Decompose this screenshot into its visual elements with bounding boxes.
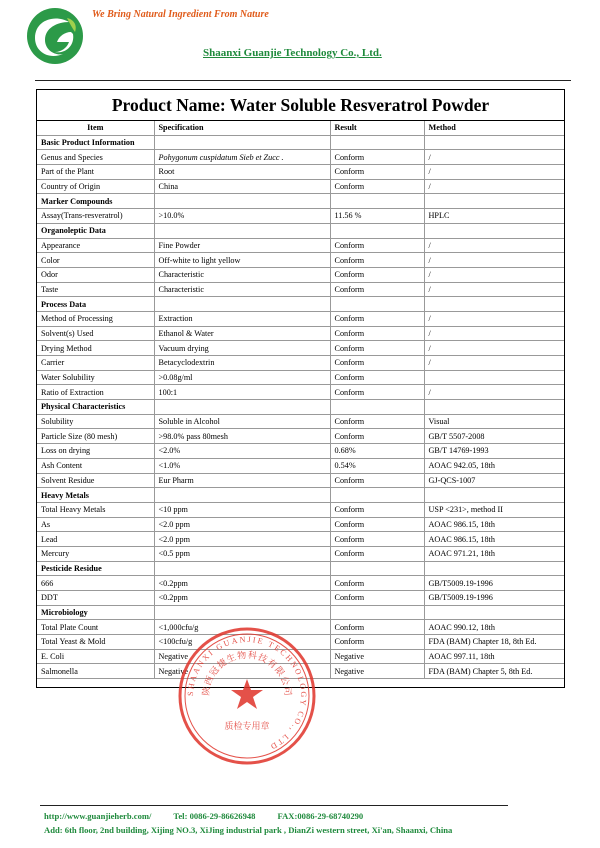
table-row <box>37 473 564 488</box>
specification-cell: Extraction <box>154 311 330 326</box>
section-header-row <box>37 400 564 415</box>
item-cell: Country of Origin <box>37 179 154 194</box>
item-cell: Total Yeast & Mold <box>37 635 154 650</box>
method-cell: / <box>424 311 564 326</box>
result-cell: Conform <box>330 179 424 194</box>
method-cell: USP <231>, method II <box>424 502 564 517</box>
section-title: Marker Compounds <box>37 194 154 209</box>
footer-divider <box>40 805 508 806</box>
footer-fax: FAX:0086-29-68740290 <box>277 811 364 821</box>
specification-cell: >0.08g/ml <box>154 370 330 385</box>
table-row <box>37 385 564 400</box>
item-cell: Loss on drying <box>37 444 154 459</box>
specification-cell: Characteristic <box>154 282 330 297</box>
method-cell: AOAC 942.05, 18th <box>424 458 564 473</box>
empty-cell <box>154 561 330 576</box>
item-cell: Total Plate Count <box>37 620 154 635</box>
empty-cell <box>330 400 424 415</box>
result-cell: Conform <box>330 341 424 356</box>
item-cell: Salmonella <box>37 664 154 679</box>
method-cell: Visual <box>424 414 564 429</box>
result-cell: Conform <box>330 502 424 517</box>
column-header-item: Item <box>37 121 154 135</box>
result-cell: Conform <box>330 532 424 547</box>
empty-cell <box>330 605 424 620</box>
header-divider <box>35 80 571 81</box>
quality-inspection-stamp <box>176 625 318 767</box>
specification-cell: <1.0% <box>154 458 330 473</box>
specification-cell: <1,000cfu/g <box>154 620 330 635</box>
empty-cell <box>154 194 330 209</box>
table-row <box>37 209 564 224</box>
method-cell: GJ-QCS-1007 <box>424 473 564 488</box>
section-title: Basic Product Information <box>37 135 154 150</box>
method-cell: AOAC 997.11, 18th <box>424 649 564 664</box>
specification-cell: >10.0% <box>154 209 330 224</box>
specification-cell: Characteristic <box>154 267 330 282</box>
empty-cell <box>154 400 330 415</box>
specification-cell: <100cfu/g <box>154 635 330 650</box>
empty-cell <box>424 194 564 209</box>
result-cell: Conform <box>330 620 424 635</box>
table-row <box>37 341 564 356</box>
specification-cell: Fine Powder <box>154 238 330 253</box>
specification-cell: Ethanol & Water <box>154 326 330 341</box>
method-cell: / <box>424 179 564 194</box>
specification-cell: Soluble in Alcohol <box>154 414 330 429</box>
section-header-row <box>37 135 564 150</box>
item-cell: Genus and Species <box>37 150 154 165</box>
specification-cell: Eur Pharm <box>154 473 330 488</box>
specification-cell: Pohygonum cuspidatum Sieb et Zucc . <box>154 150 330 165</box>
empty-cell <box>424 488 564 503</box>
method-cell: AOAC 971.21, 18th <box>424 546 564 561</box>
method-cell: / <box>424 150 564 165</box>
item-cell: E. Coli <box>37 649 154 664</box>
section-title: Pesticide Residue <box>37 561 154 576</box>
item-cell: Mercury <box>37 546 154 561</box>
result-cell: Conform <box>330 311 424 326</box>
method-cell: / <box>424 253 564 268</box>
stamp-ring-text: SHAANXI GUANJIE TECHNOLOGY CO., LTD <box>185 634 309 752</box>
item-cell: Solvent Residue <box>37 473 154 488</box>
item-cell: Part of the Plant <box>37 165 154 180</box>
result-cell: Conform <box>330 165 424 180</box>
empty-cell <box>424 297 564 312</box>
specification-cell: Betacyclodextrin <box>154 356 330 371</box>
empty-cell <box>424 223 564 238</box>
table-row <box>37 370 564 385</box>
empty-cell <box>154 223 330 238</box>
section-header-row <box>37 605 564 620</box>
result-cell: Conform <box>330 150 424 165</box>
result-cell: Conform <box>330 591 424 606</box>
specification-cell: Off-white to light yellow <box>154 253 330 268</box>
method-cell: HPLC <box>424 209 564 224</box>
item-cell: Method of Processing <box>37 311 154 326</box>
table-row <box>37 282 564 297</box>
specification-cell: <0.2ppm <box>154 576 330 591</box>
table-row <box>37 429 564 444</box>
section-header-row <box>37 223 564 238</box>
empty-cell <box>154 605 330 620</box>
method-cell: GB/T 14769-1993 <box>424 444 564 459</box>
item-cell: Odor <box>37 267 154 282</box>
result-cell: Conform <box>330 370 424 385</box>
section-title: Heavy Metals <box>37 488 154 503</box>
result-cell: Conform <box>330 385 424 400</box>
method-cell: / <box>424 282 564 297</box>
item-cell: Assay(Trans-resveratrol) <box>37 209 154 224</box>
specification-cell: Negative <box>154 664 330 679</box>
method-cell: / <box>424 238 564 253</box>
item-cell: Ratio of Extraction <box>37 385 154 400</box>
table-row <box>37 267 564 282</box>
method-cell: FDA (BAM) Chapter 18, 8th Ed. <box>424 635 564 650</box>
method-cell: FDA (BAM) Chapter 5, 8th Ed. <box>424 664 564 679</box>
table-row <box>37 546 564 561</box>
item-cell: Carrier <box>37 356 154 371</box>
result-cell: Conform <box>330 473 424 488</box>
specification-cell: <10 ppm <box>154 502 330 517</box>
method-cell <box>424 370 564 385</box>
table-row <box>37 326 564 341</box>
empty-cell <box>424 400 564 415</box>
specification-cell: <0.5 ppm <box>154 546 330 561</box>
empty-cell <box>424 561 564 576</box>
result-cell: Conform <box>330 546 424 561</box>
result-cell: Conform <box>330 238 424 253</box>
empty-cell <box>154 135 330 150</box>
company-logo <box>25 6 85 66</box>
method-cell: AOAC 986.15, 18th <box>424 532 564 547</box>
specification-cell: <2.0 ppm <box>154 532 330 547</box>
result-cell: Conform <box>330 635 424 650</box>
method-cell: / <box>424 341 564 356</box>
result-cell: Conform <box>330 414 424 429</box>
method-cell: GB/T5009.19-1996 <box>424 591 564 606</box>
table-row <box>37 414 564 429</box>
specification-cell: Root <box>154 165 330 180</box>
item-cell: Total Heavy Metals <box>37 502 154 517</box>
item-cell: DDT <box>37 591 154 606</box>
table-row <box>37 179 564 194</box>
specification-table <box>37 121 564 679</box>
table-row <box>37 253 564 268</box>
result-cell: Conform <box>330 517 424 532</box>
specification-cell: 100:1 <box>154 385 330 400</box>
column-header-result: Result <box>330 121 424 135</box>
result-cell: Conform <box>330 326 424 341</box>
method-cell: GB/T 5507-2008 <box>424 429 564 444</box>
item-cell: Color <box>37 253 154 268</box>
stamp-bottom-text: 质检专用章 <box>224 722 270 732</box>
empty-cell <box>154 297 330 312</box>
method-cell: / <box>424 165 564 180</box>
company-slogan: We Bring Natural Ingredient From Nature <box>92 9 269 20</box>
column-header-specification: Specification <box>154 121 330 135</box>
table-row <box>37 238 564 253</box>
footer-website-link[interactable]: http://www.guanjieherb.com/ <box>44 811 152 821</box>
stamp-star-icon <box>231 679 263 709</box>
method-cell: / <box>424 267 564 282</box>
stamp-inner-text: 陕西冠捷生物科技有限公司 <box>201 650 293 698</box>
item-cell: Ash Content <box>37 458 154 473</box>
result-cell: 0.54% <box>330 458 424 473</box>
result-cell: Conform <box>330 267 424 282</box>
table-row <box>37 517 564 532</box>
table-row <box>37 576 564 591</box>
empty-cell <box>330 297 424 312</box>
specification-cell: <0.2ppm <box>154 591 330 606</box>
section-header-row <box>37 561 564 576</box>
item-cell: 666 <box>37 576 154 591</box>
table-row <box>37 356 564 371</box>
table-row <box>37 311 564 326</box>
result-cell: Negative <box>330 664 424 679</box>
specification-cell: China <box>154 179 330 194</box>
item-cell: Solubility <box>37 414 154 429</box>
table-row <box>37 150 564 165</box>
item-cell: Particle Size (80 mesh) <box>37 429 154 444</box>
item-cell: Drying Method <box>37 341 154 356</box>
result-cell: Conform <box>330 253 424 268</box>
footer-address: Add: 6th floor, 2nd building, Xijing NO.3, XiJing industrial park , DianZi western street, Xi'an, Shaanxi, China <box>44 825 453 835</box>
section-header-row <box>37 488 564 503</box>
specification-cell: <2.0% <box>154 444 330 459</box>
footer-contact <box>44 811 385 821</box>
section-title: Process Data <box>37 297 154 312</box>
empty-cell <box>330 223 424 238</box>
empty-cell <box>330 488 424 503</box>
specification-cell: >98.0% pass 80mesh <box>154 429 330 444</box>
company-name: Shaanxi Guanjie Technology Co., Ltd. <box>203 47 382 59</box>
item-cell: Taste <box>37 282 154 297</box>
table-row <box>37 591 564 606</box>
method-cell: / <box>424 326 564 341</box>
method-cell: GB/T5009.19-1996 <box>424 576 564 591</box>
section-title: Microbiology <box>37 605 154 620</box>
method-cell: AOAC 986.15, 18th <box>424 517 564 532</box>
result-cell: Conform <box>330 576 424 591</box>
empty-cell <box>424 605 564 620</box>
result-cell: 11.56 % <box>330 209 424 224</box>
empty-cell <box>330 561 424 576</box>
specification-cell: Negative <box>154 649 330 664</box>
table-row <box>37 458 564 473</box>
item-cell: Solvent(s) Used <box>37 326 154 341</box>
specification-cell: Vacuum drying <box>154 341 330 356</box>
method-cell: AOAC 990.12, 18th <box>424 620 564 635</box>
result-cell: Conform <box>330 282 424 297</box>
table-row <box>37 532 564 547</box>
item-cell: Lead <box>37 532 154 547</box>
specification-cell: <2.0 ppm <box>154 517 330 532</box>
empty-cell <box>330 194 424 209</box>
result-cell: 0.68% <box>330 444 424 459</box>
table-row <box>37 444 564 459</box>
item-cell: Appearance <box>37 238 154 253</box>
method-cell: / <box>424 385 564 400</box>
result-cell: Conform <box>330 356 424 371</box>
table-row <box>37 165 564 180</box>
section-title: Organoleptic Data <box>37 223 154 238</box>
column-header-method: Method <box>424 121 564 135</box>
table-row <box>37 502 564 517</box>
section-header-row <box>37 297 564 312</box>
empty-cell <box>424 135 564 150</box>
result-cell: Negative <box>330 649 424 664</box>
footer-telephone: Tel: 0086-29-86626948 <box>173 811 256 821</box>
item-cell: Water Solubility <box>37 370 154 385</box>
product-title: Product Name: Water Soluble Resveratrol Powder <box>37 90 564 121</box>
empty-cell <box>154 488 330 503</box>
method-cell: / <box>424 356 564 371</box>
section-header-row <box>37 194 564 209</box>
specification-sheet <box>36 89 565 688</box>
section-title: Physical Characteristics <box>37 400 154 415</box>
empty-cell <box>330 135 424 150</box>
item-cell: As <box>37 517 154 532</box>
table-header-row <box>37 121 564 135</box>
result-cell: Conform <box>330 429 424 444</box>
